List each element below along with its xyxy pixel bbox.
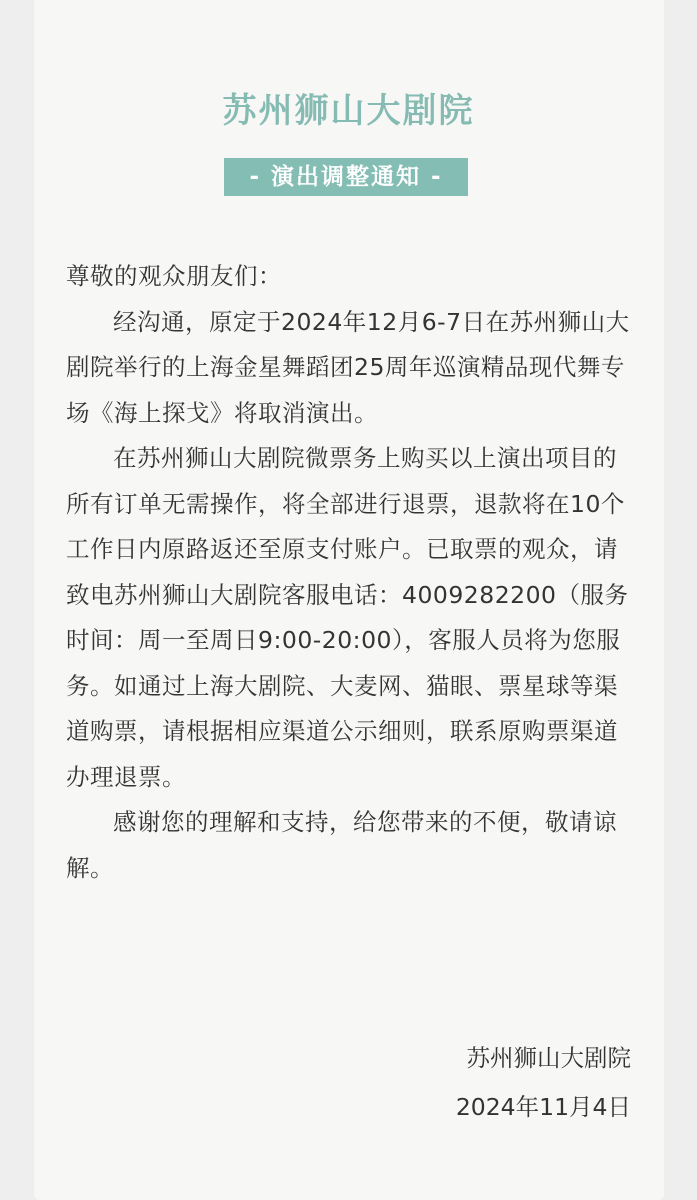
notice-title: 苏州狮山大剧院: [222, 91, 475, 131]
greeting: 尊敬的观众朋友们：: [66, 262, 282, 290]
paragraph-refund: 在苏州狮山大剧院微票务上购买以上演出项目的所有订单无需操作，将全部进行退票，退款将在10个工作日内原路返还至原支付账户。已取票的观众，请致电苏州狮山大剧院客服电话：4009282200（服务时间：周一至周日9:00-20:00），客服人员将为您服务。如通过上海大剧院、大麦网、猫眼、票星球等渠道购票，请根据相应渠道公示细则，联系原购票渠道办理退票。: [66, 444, 629, 791]
signoff-block: [456, 1034, 631, 1132]
signature: 苏州狮山大剧院: [466, 1044, 631, 1072]
paragraph-thanks: 感谢您的理解和支持，给您带来的不便，敬请谅解。: [66, 808, 617, 882]
paragraph-cancellation: 经沟通，原定于2024年12月6-7日在苏州狮山大剧院举行的上海金星舞蹈团25周年巡演精品现代舞专场《海上探戈》将取消演出。: [66, 307, 630, 427]
notice-date: 2024年11月4日: [455, 1093, 631, 1121]
notice-body: [66, 254, 638, 891]
notice-subtitle-banner: - 演出调整通知 -: [224, 158, 468, 196]
